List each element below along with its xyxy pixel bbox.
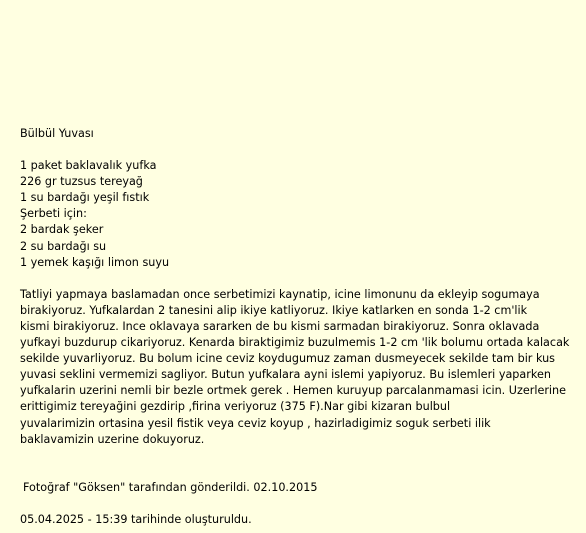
syrup-section-heading: Şerbeti için: — [20, 207, 87, 221]
photo-credit: Fotoğraf "Göksen" tarafından gönderildi. 02.10.2015 — [23, 480, 318, 494]
instruction-line: sekilde yuvarliyoruz. Bu bolum icine ceviz koydugumuz zaman dusmeyecek sekilde tam bir kus — [20, 352, 556, 366]
instruction-line: kismi birakiyoruz. Ince oklavaya sararken de bu kismi sarmadan birakiyoruz. Sonra oklavada — [20, 319, 540, 333]
ingredient-item: 226 gr tuzsus tereyağ — [20, 175, 143, 189]
ingredient-item: 2 bardak şeker — [20, 223, 104, 237]
instruction-line: yufkayi buzdurup cikariyoruz. Kenarda biraktigimiz buzulmemis 1-2 cm 'lik bolumu ortada kalacak — [20, 336, 570, 350]
recipe-page — [20, 126, 576, 528]
instruction-line: erittigimiz tereyağini gezdirip ,firina veriyoruz (375 F).Nar gibi kizaran bulbul — [20, 400, 451, 414]
ingredient-item: 1 yemek kaşığı limon suyu — [20, 255, 170, 269]
ingredient-item: 1 paket baklavalık yufka — [20, 159, 157, 173]
created-timestamp: 05.04.2025 - 15:39 tarihinde oluşturuldu. — [20, 512, 252, 526]
instruction-line: birakiyoruz. Yufkalardan 2 tanesini alip ikiye katliyoruz. Ikiye katlarken en sonda 1-2 cm'lik — [20, 303, 528, 317]
instruction-line: baklavamizin uzerine dokuyoruz. — [20, 432, 205, 446]
instruction-line: Tatliyi yapmaya baslamadan once serbetimizi kaynatip, icine limonunu da ekleyip sogumaya — [20, 287, 540, 301]
instructions-paragraph — [20, 287, 572, 448]
ingredients-list — [20, 158, 576, 271]
instruction-line: yuvasi seklini vermemizi sagliyor. Butun yufkalara ayni islemi yapiyoruz. Bu islemleri yaparken — [20, 368, 551, 382]
instruction-line: yuvalarimizin ortasina yesil fistik veya ceviz koyup , hazirladigimiz soguk serbeti ilik — [20, 416, 491, 430]
instruction-line: yufkalarin uzerini nemli bir bezle ortmek gerek . Hemen kuruyup parcalanmamasi icin. Uzerlerine — [20, 384, 567, 398]
ingredient-item: 2 su bardağı su — [20, 239, 107, 253]
ingredient-item: 1 su bardağı yeşil fıstık — [20, 191, 150, 205]
recipe-title: Bülbül Yuvası — [20, 127, 94, 140]
